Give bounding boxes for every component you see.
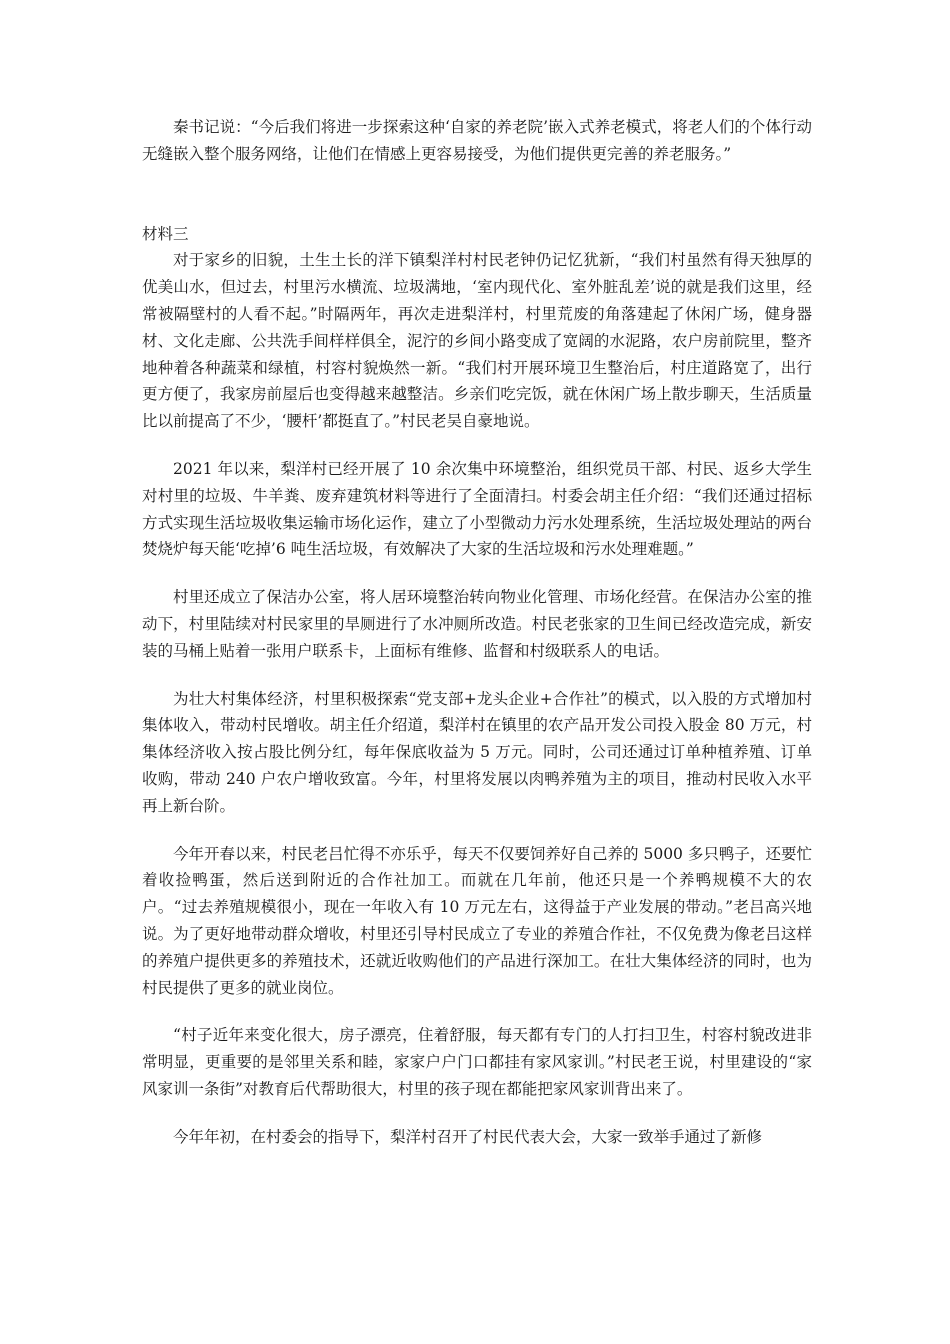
intro-paragraph: 秦书记说：“今后我们将进一步探索这种‘自家的养老院’嵌入式养老模式，将老人们的个体行动无缝嵌入整个服务网络，让他们在情感上更容易接受，为他们提供更完善的养老服务。” <box>142 118 812 163</box>
paragraph: 2021 年以来，梨洋村已经开展了 10 余次集中环境整治，组织党员干部、村民、返乡大学生对村里的垃圾、牛羊粪、废弃建筑材料等进行了全面清扫。村委会胡主任介绍：“我们还通过招标方式实现生活垃圾收集运输市场化运作，建立了小型微动力污水处理系统，生活垃圾处理站的两台焚烧炉每天能‘吃掉’6 吨生活垃圾，有效解决了大家的生活垃圾和污水处理难题。” <box>142 459 812 559</box>
document-body <box>142 114 812 1151</box>
paragraph: “村子近年来变化很大，房子漂亮，住着舒服，每天都有专门的人打扫卫生，村容村貌改进非常明显，更重要的是邻里关系和睦，家家户户门口都挂有家风家训。”村民老王说，村里建设的“家风家训一条街”对教育后代帮助很大，村里的孩子现在都能把家风家训背出来了。 <box>142 1026 812 1098</box>
paragraph: 今年年初，在村委会的指导下，梨洋村召开了村民代表大会，大家一致举手通过了新修 <box>173 1127 763 1146</box>
paragraph: 今年开春以来，村民老吕忙得不亦乐乎，每天不仅要饲养好自己养的 5000 多只鸭子，还要忙着收捡鸭蛋，然后送到附近的合作社加工。而就在几年前，他还只是一个养鸭规模不大的农户。“过去养殖规模很小，现在一年收入有 10 万元左右，这得益于产业发展的带动。”老吕高兴地说。为了更好地带动群众增收，村里还引导村民成立了专业的养殖合作社，不仅免费为像老吕这样的养殖户提供更多的养殖技术，还就近收购他们的产品进行深加工。在壮大集体经济的同时，也为村民提供了更多的就业岗位。 <box>142 844 812 997</box>
section-heading: 材料三 <box>142 224 189 243</box>
paragraph: 为壮大村集体经济，村里积极探索“党支部+龙头企业+合作社”的模式，以入股的方式增加村集体收入，带动村民增收。胡主任介绍道，梨洋村在镇里的农产品开发公司投入股金 80 万元，村集体经济收入按占股比例分红，每年保底收益为 5 万元。同时，公司还通过订单种植养殖、订单收购，带动 240 户农户增收致富。今年，村里将发展以肉鸭养殖为主的项目，推动村民收入水平再上新台阶。 <box>142 689 812 815</box>
paragraph: 对于家乡的旧貌，土生土长的洋下镇梨洋村村民老钟仍记忆犹新，“我们村虽然有得天独厚的优美山水，但过去，村里污水横流、垃圾满地，‘室内现代化、室外脏乱差’说的就是我们这里，经常被隔壁村的人看不起。”时隔两年，再次走进梨洋村，村里荒废的角落建起了休闲广场，健身器材、文化走廊、公共洗手间样样俱全，泥泞的乡间小路变成了宽阔的水泥路，农户房前院里，整齐地种着各种蔬菜和绿植，村容村貌焕然一新。“我们村开展环境卫生整治后，村庄道路宽了，出行更方便了，我家房前屋后也变得越来越整洁。乡亲们吃完饭，就在休闲广场上散步聊天，生活质量比以前提高了不少，‘腰杆’都挺直了。”村民老吴自豪地说。 <box>142 251 812 431</box>
paragraph: 村里还成立了保洁办公室，将人居环境整治转向物业化管理、市场化经营。在保洁办公室的推动下，村里陆续对村民家里的旱厕进行了水冲厕所改造。村民老张家的卫生间已经改造完成，新安装的马桶上贴着一张用户联系卡，上面标有维修、监督和村级联系人的电话。 <box>142 588 812 660</box>
